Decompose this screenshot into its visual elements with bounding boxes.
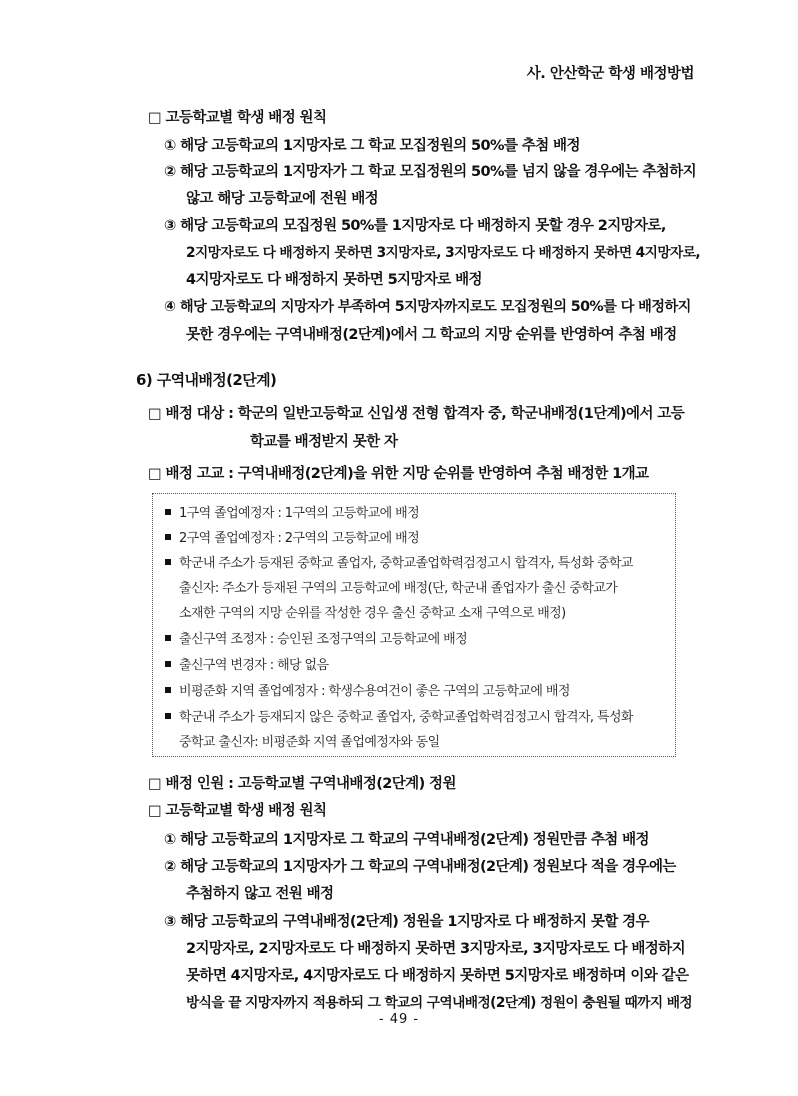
section1-item-3-cont2: 4지망자로도 다 배정하지 못하면 5지망자로 배정 xyxy=(186,272,482,288)
rule-item-5: 출신구역 변경자 : 해당 없음 xyxy=(165,654,328,673)
rule-item-7: 학군내 주소가 등재되지 않은 중학교 졸업자, 중학교졸업학력검정고시 합격자, 특성화 xyxy=(165,706,633,725)
section1-item-3: ③ 해당 고등학교의 모집정원 50%를 1지망자로 다 배정하지 못할 경우 2지망자로, xyxy=(164,218,666,234)
bullet-square-icon xyxy=(165,534,171,540)
assign-target-line2: 학교를 배정받지 못한 자 xyxy=(250,434,398,450)
section1-item-1: ① 해당 고등학교의 1지망자로 그 학교 모집정원의 50%를 추첨 배정 xyxy=(164,138,580,154)
principle-item-3-cont1: 2지망자로, 2지망자로도 다 배정하지 못하면 3지망자로, 3지망자로도 다 배정하지 xyxy=(186,941,685,957)
principle-item-3-cont2: 못하면 4지망자로, 4지망자로도 다 배정하지 못하면 5지망자로 배정하며 이와 같은 xyxy=(186,968,689,984)
rule-item-6: 비평준화 지역 졸업예정자 : 학생수용여건이 좋은 구역의 고등학교에 배정 xyxy=(165,680,570,699)
section2-title: 6) 구역내배정(2단계) xyxy=(136,371,277,389)
page-number: - 49 - xyxy=(378,1012,420,1027)
rule-item-7-cont: 중학교 출신자: 비평준화 지역 졸업예정자와 동일 xyxy=(179,735,440,750)
bullet-square-icon xyxy=(165,687,171,693)
page-header: 사. 안산학군 학생 배정방법 xyxy=(526,66,694,82)
rule-item-2: 2구역 졸업예정자 : 2구역의 고등학교에 배정 xyxy=(165,527,419,546)
bullet-square-icon xyxy=(165,559,171,565)
assignment-rules-box xyxy=(152,493,676,757)
rule-item-3-cont1: 출신자: 주소가 등재된 구역의 고등학교에 배정(단, 학군내 졸업자가 출신 중학교가 xyxy=(179,581,618,596)
section1-item-4: ④ 해당 고등학교의 지망자가 부족하여 5지망자까지로도 모집정원의 50%를 다 배정하지 xyxy=(164,299,691,315)
bullet-square-icon xyxy=(165,713,171,719)
principle-item-3-cont3: 방식을 끝 지망자까지 적용하되 그 학교의 구역내배정(2단계) 정원이 충원될 때까지 배정 xyxy=(186,995,693,1011)
section1-item-4-cont: 못한 경우에는 구역내배정(2단계)에서 그 학교의 지망 순위를 반영하여 추첨 배정 xyxy=(186,327,677,343)
rule-item-3-cont2: 소재한 구역의 지망 순위를 작성한 경우 출신 중학교 소재 구역으로 배정) xyxy=(179,606,566,621)
principle-item-2: ② 해당 고등학교의 1지망자가 그 학교의 구역내배정(2단계) 정원보다 적을 경우에는 xyxy=(164,859,676,875)
bullet-square-icon xyxy=(165,509,171,515)
assign-quota-line: □ 배정 인원 : 고등학교별 구역내배정(2단계) 정원 xyxy=(148,776,456,792)
principle-item-1: ① 해당 고등학교의 1지망자로 그 학교의 구역내배정(2단계) 정원만큼 추첨 배정 xyxy=(164,832,649,848)
section1-item-3-cont1: 2지망자로도 다 배정하지 못하면 3지망자로, 3지망자로도 다 배정하지 못하면 4지망자로, xyxy=(186,245,701,261)
rule-item-4: 출신구역 조정자 : 승인된 조정구역의 고등학교에 배정 xyxy=(165,628,467,647)
bullet-square-icon xyxy=(165,661,171,667)
principle-item-3: ③ 해당 고등학교의 구역내배정(2단계) 정원을 1지망자로 다 배정하지 못할 경우 xyxy=(164,914,649,930)
rule-item-1: 1구역 졸업예정자 : 1구역의 고등학교에 배정 xyxy=(165,502,419,521)
section2-principle-heading: □ 고등학교별 학생 배정 원칙 xyxy=(148,803,327,819)
section1-heading: □ 고등학교별 학생 배정 원칙 xyxy=(148,110,327,126)
rule-item-3: 학군내 주소가 등재된 중학교 졸업자, 중학교졸업학력검정고시 합격자, 특성화 중학교 xyxy=(165,552,633,571)
section1-item-2-cont: 않고 해당 고등학교에 전원 배정 xyxy=(186,191,379,207)
principle-item-2-cont: 추첨하지 않고 전원 배정 xyxy=(186,886,334,902)
section1-item-2: ② 해당 고등학교의 1지망자가 그 학교 모집정원의 50%를 넘지 않을 경우에는 추첨하지 xyxy=(164,164,697,180)
bullet-square-icon xyxy=(165,635,171,641)
assign-school-line: □ 배정 고교 : 구역내배정(2단계)을 위한 지망 순위를 반영하여 추첨 배정한 1개교 xyxy=(148,466,649,482)
assign-target-line1: □ 배정 대상 : 학군의 일반고등학교 신입생 전형 합격자 중, 학군내배정(1단계)에서 고등 xyxy=(148,406,685,422)
